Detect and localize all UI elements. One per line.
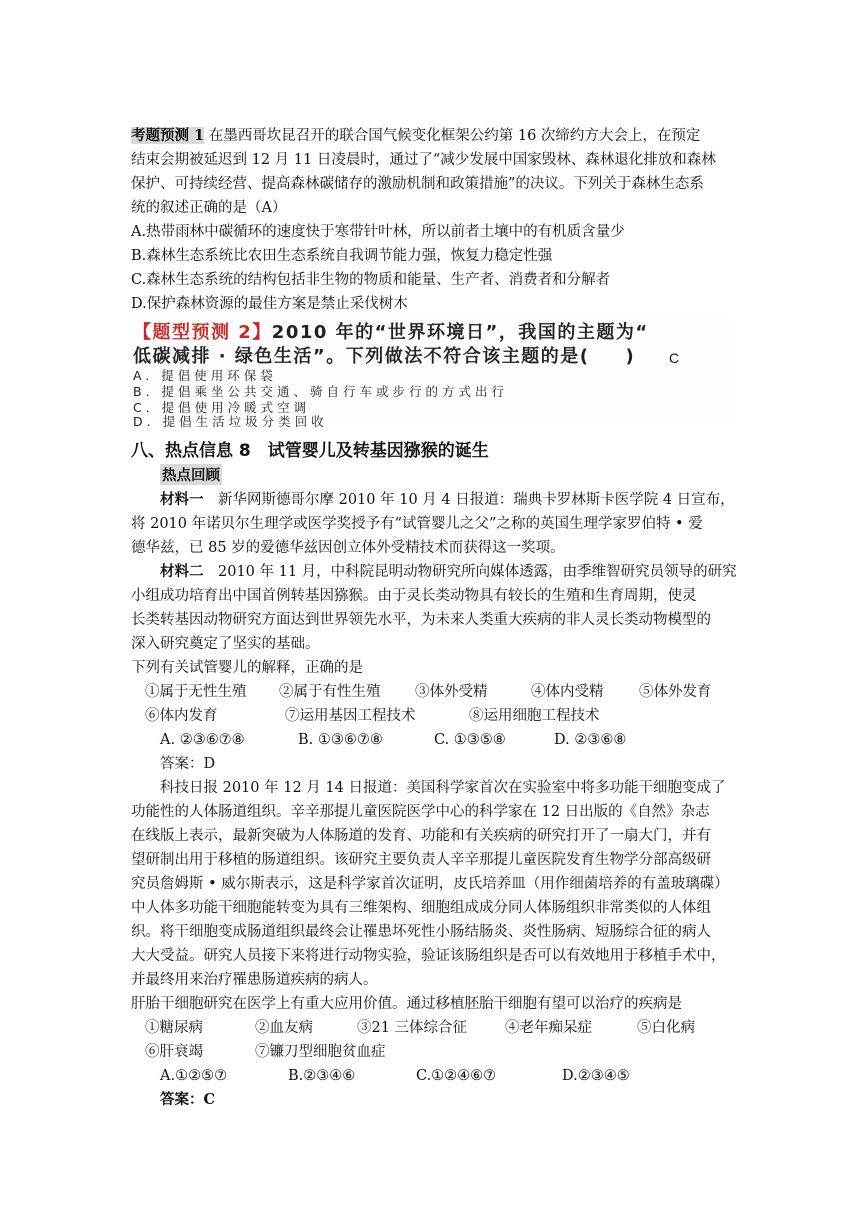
question-2-text: 2010 年的“世界环境日”，我国的主题为“ (271, 322, 649, 343)
question-2-tag: 【题型预测 2】 (133, 322, 272, 343)
question-1-text: 统的叙述正确的是（A） (131, 200, 287, 216)
question-3-item: ②属于有性生殖 (279, 684, 381, 700)
question-4-choice-b: B.②③④⑥ (288, 1068, 356, 1084)
material-1-label: 材料一 (160, 491, 204, 508)
question-1-option-b: B.森林生态系统比农田生态系统自我调节能力强，恢复力稳定性强 (131, 248, 553, 264)
question-3 (131, 656, 731, 776)
question-2-text: 低碳减排 · 绿色生活”。下列做法不符合该主题的是( (133, 346, 590, 367)
question-3-item: ③体外受精 (415, 684, 488, 700)
material-3-text: 望研制出用于移植的肠道组织。该研究主要负责人辛辛那提儿童医院发育生物学分部高级研 (131, 852, 711, 868)
question-4-item: ⑥肝衰竭 (145, 1044, 203, 1060)
material-3-text: 并最终用来治疗罹患肠道疾病的病人。 (131, 972, 378, 988)
question-3-stem: 下列有关试管婴儿的解释，正确的是 (131, 660, 363, 676)
question-1-option-a: A.热带雨林中碳循环的速度快于寒带针叶林，所以前者土壤中的有机质含量少 (131, 224, 625, 240)
section-heading: 八、热点信息 8 试管婴儿及转基因猕猴的诞生 (131, 441, 489, 461)
question-4-choice-d: D.②③④⑤ (562, 1068, 630, 1084)
question-2-option-c: C. 提倡使用冷暖式空调 (133, 400, 311, 415)
question-3-item: ⑤体外发育 (639, 684, 712, 700)
question-4-stem: 肝胎干细胞研究在医学上有重大应用价值。通过移植胚胎干细胞有望可以治疗的疾病是 (131, 996, 682, 1012)
question-3-answer: 答案：D (160, 756, 216, 772)
question-2-option-a: A. 提倡使用环保袋 (133, 368, 277, 383)
question-4-item: ④老年痴呆症 (505, 1020, 592, 1036)
question-4-item: ③21 三体综合征 (357, 1020, 468, 1036)
question-2-scan (131, 318, 731, 429)
question-1-tag: 考题预测 1 (131, 127, 205, 144)
material-2-label: 材料二 (160, 563, 204, 580)
question-4-choice-c: C.①②④⑥⑦ (416, 1068, 497, 1084)
question-4 (131, 992, 731, 1112)
question-1-text: 保护、可持续经营、提高森林碳储存的激励机制和政策措施”的决议。下列关于森林生态系 (131, 176, 704, 192)
question-2-option-d: D. 提倡生活垃圾分类回收 (133, 414, 328, 429)
question-3-choice-d: D. ②③⑥⑧ (554, 732, 627, 748)
question-2-option-b: B. 提倡乘坐公共交通、骑自行车或步行的方式出行 (133, 384, 509, 399)
material-3-text: 大大受益。研究人员接下来将进行动物实验，验证该肠组织是否可以有效地用于移植手术中， (131, 948, 726, 964)
material-3-text: 织。将干细胞变成肠道组织最终会让罹患坏死性小肠结肠炎、炎性肠病、短肠综合征的病人 (131, 924, 711, 940)
material-3-text: 科技日报 2010 年 12 月 14 日报道：美国科学家首次在实验室中将多功能干细胞变成了 (160, 780, 726, 796)
material-3 (131, 776, 731, 992)
question-4-item: ①糖尿病 (145, 1020, 203, 1036)
material-1-text: 将 2010 年诺贝尔生理学或医学奖授予有“试管婴儿之父”之称的英国生理学家罗伯特 • 爱 (131, 516, 703, 532)
question-3-item: ⑥体内发育 (145, 708, 218, 724)
question-4-choice-a: A.①②⑤⑦ (160, 1068, 228, 1084)
material-2-text: 深入研究奠定了坚实的基础。 (131, 636, 320, 652)
materials (131, 488, 737, 656)
question-3-choice-b: B. ①③⑥⑦⑧ (298, 732, 383, 748)
question-3-item: ④体内受精 (531, 684, 604, 700)
question-2-bracket: ) (625, 346, 636, 367)
material-3-text: 功能性的人体肠道组织。辛辛那提儿童医院医学中心的科学家在 12 日出版的《自然》杂志 (131, 804, 710, 820)
question-4-item: ②血友病 (255, 1020, 313, 1036)
question-1-text: 在墨西哥坎昆召开的联合国气候变化框架公约第 16 次缔约方大会上，在预定 (204, 128, 701, 144)
material-3-text: 究员詹姆斯 • 威尔斯表示，这是科学家首次证明，皮氏培养皿（用作细菌培养的有盖玻璃碟） (131, 876, 729, 892)
question-1 (131, 124, 731, 316)
question-3-item: ⑧运用细胞工程技术 (469, 708, 600, 724)
material-3-text: 在线版上表示，最新突破为人体肠道的发育、功能和有关疾病的研究打开了一扇大门，并有 (131, 828, 711, 844)
question-2-answer: C (669, 350, 680, 366)
question-3-choice-c: C. ①③⑤⑧ (434, 732, 506, 748)
material-1-text: 新华网斯德哥尔摩 2010 年 10 月 4 日报道：瑞典卡罗林斯卡医学院 4 日宣布， (203, 492, 735, 508)
material-2-text: 小组成功培育出中国首例转基因猕猴。由于灵长类动物具有较长的生殖和生育周期，使灵 (131, 588, 697, 604)
question-1-text: 结束会期被延迟到 12 月 11 日凌晨时，通过了“减少发展中国家毁林、森林退化排放和森林 (131, 152, 716, 168)
material-2-text: 2010 年 11 月，中科院昆明动物研究所向媒体透露，由季维智研究员领导的研究 (203, 564, 737, 580)
question-1-option-d: D.保护森林资源的最佳方案是禁止采伐树木 (131, 296, 408, 312)
question-4-item: ⑤白化病 (637, 1020, 695, 1036)
question-4-answer: 答案：C (160, 1091, 216, 1108)
question-4-item: ⑦镰刀型细胞贫血症 (255, 1044, 386, 1060)
question-3-item: ①属于无性生殖 (145, 684, 247, 700)
material-3-text: 中人体多功能干细胞能转变为具有三维架构、细胞组成成分同人体肠组织非常类似的人体组 (131, 900, 711, 916)
question-3-choice-a: A. ②③⑥⑦⑧ (160, 732, 245, 748)
question-3-item: ⑦运用基因工程技术 (285, 708, 416, 724)
material-1-text: 德华兹，已 85 岁的爱德华兹因创立体外受精技术而获得这一奖项。 (131, 540, 565, 556)
material-2-text: 长类转基因动物研究方面达到世界领先水平，为未来人类重大疾病的非人灵长类动物模型的 (131, 612, 711, 628)
question-1-option-c: C.森林生态系统的结构包括非生物的物质和能量、生产者、消费者和分解者 (131, 272, 611, 288)
section-subheading: 热点回顾 (160, 464, 222, 485)
